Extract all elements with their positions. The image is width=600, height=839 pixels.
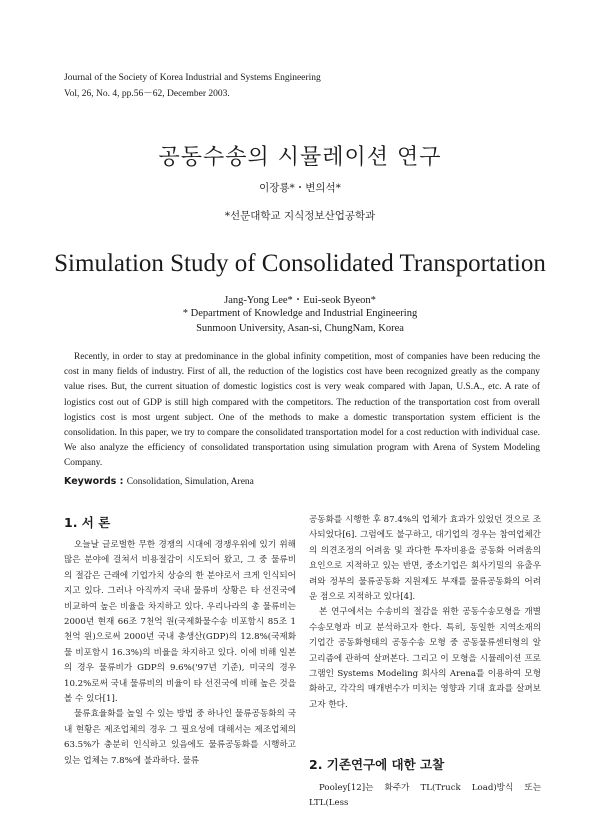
korean-title: 공동수송의 시뮬레이션 연구 bbox=[158, 145, 442, 170]
english-affiliation bbox=[0, 306, 600, 336]
journal-name: Journal of the Society of Korea Industrial and Systems Engineering bbox=[64, 73, 321, 83]
english-title: Simulation Study of Consolidated Transportation bbox=[54, 250, 546, 277]
section1-paragraph-2: 물류효율화를 높일 수 있는 방법 중 하나인 물류공동화의 국내 현황은 제조업체의 경우 그 필요성에 대해서는 제조업체의 63.5%가 충분히 인식하고 있음에도 물류공동화를 시행하고 있는 업체는 7.8%에 불과하다. 물류 bbox=[64, 709, 296, 766]
section2-paragraph-1: Pooley[12]는 화주가 TL(Truck Load)방식 또는 LTL(Less bbox=[309, 783, 541, 809]
keywords-label: Keywords : bbox=[64, 476, 127, 487]
abstract: Recently, in order to stay at predominance in the global infinity competition, most of companies have been reducing the cost in many fields of industry. First of all, the reduction of the logistics cost have been recognized greatly as the company value rises. But, the current situation of domestic logistics cost is very weak compared with Japan, U.S.A., etc. A rate of logistics cost out of GDP is still high compared with the competitors. The reduction of the transportation cost from overall logistics cost is most urgent subject. One of the methods to make a domestic transportation system efficient is the consolidation. In this paper, we try to compare the consolidated transportation model for a cost reduction with individual case. We also analyze the efficiency of consolidated transportation using simulation program with Arena of System Modeling Company. bbox=[64, 352, 540, 469]
affiliation-department: * Department of Knowledge and Industrial Engineering bbox=[182, 308, 418, 319]
right-column bbox=[309, 513, 541, 713]
english-authors: Jang-Yong Lee*・Eui-seok Byeon* bbox=[224, 295, 376, 306]
keywords bbox=[64, 476, 254, 487]
section2-heading: 2. 기존연구에 대한 고찰 bbox=[309, 757, 445, 772]
keywords-text: Consolidation, Simulation, Arena bbox=[126, 477, 254, 487]
korean-affiliation: *선문대학교 지식정보산업공학과 bbox=[224, 210, 376, 222]
section1-heading: 1. 서 론 bbox=[64, 515, 111, 530]
section1-paragraph-1: 오늘날 글로벌한 무한 경쟁의 시대에 경쟁우위에 있기 위해 많은 분야에 걸쳐서 비용절감이 시도되어 왔고, 그 중 물류비의 절감은 근래에 기업가치 상승의 한 분야로서 크게 인식되어지고 있다. 그러나 아직까지 국내 물류비 상황은 타 선진국에 비교하여 높은 비율을 차지하고 있다. 우리나라의 총 물류비는 2000년 현재 66조 7천억 원(국제화물수송 비포함시 85조 1천억 원)으로써 2000년 국내 총생산(GDP)의 12.8%(국제화물 비포함시 16.3%)의 비율을 차지하고 있다. 이에 비해 일본의 경우 물류비가 GDP의 9.6%('97년 기준), 미국의 경우 10.2%로써 국내 물류비의 비율이 타 선진국에 비해 높은 것을 볼 수 있다[1]. bbox=[64, 540, 296, 705]
section1-paragraph-3: 공동화를 시행한 후 87.4%의 업체가 효과가 있었던 것으로 조사되었다[6]. 그럼에도 불구하고, 대기업의 경우는 참여업체간의 의견조정의 어려움 및 과다한 투자비용을 공동화 어려움의 요인으로 지적하고 있는 반면, 중소기업은 회사기밀의 유출우려와 정부의 물류공동화 지원제도 부재를 물류공동화의 어려운 점으로 지적하고 있다[4]. bbox=[309, 515, 541, 603]
section1-paragraph-4: 본 연구에서는 수송비의 절감을 위한 공동수송모형을 개별수송모형과 비교 분석하고자 한다. 특히, 동일한 지역소재의 기업간 공동화형태의 공동수송 모형 중 공동물류센터형의 알고리즘에 관하여 살펴본다. 그리고 이 모형을 시뮬레이션 프로그램인 Systems Modeling 회사의 Arena를 이용하여 모형화하고, 각각의 매개변수가 미치는 영향과 기대 효과를 살펴보고자 한다. bbox=[309, 607, 541, 710]
journal-volume: Vol, 26, No. 4, pp.56－62, December 2003. bbox=[64, 89, 230, 99]
affiliation-university: Sunmoon University, Asan-si, ChungNam, Korea bbox=[196, 323, 404, 334]
journal-info bbox=[64, 70, 321, 102]
left-column bbox=[64, 538, 296, 769]
korean-authors: 이장룡*・변의석* bbox=[259, 182, 341, 194]
section2-body bbox=[309, 781, 541, 812]
